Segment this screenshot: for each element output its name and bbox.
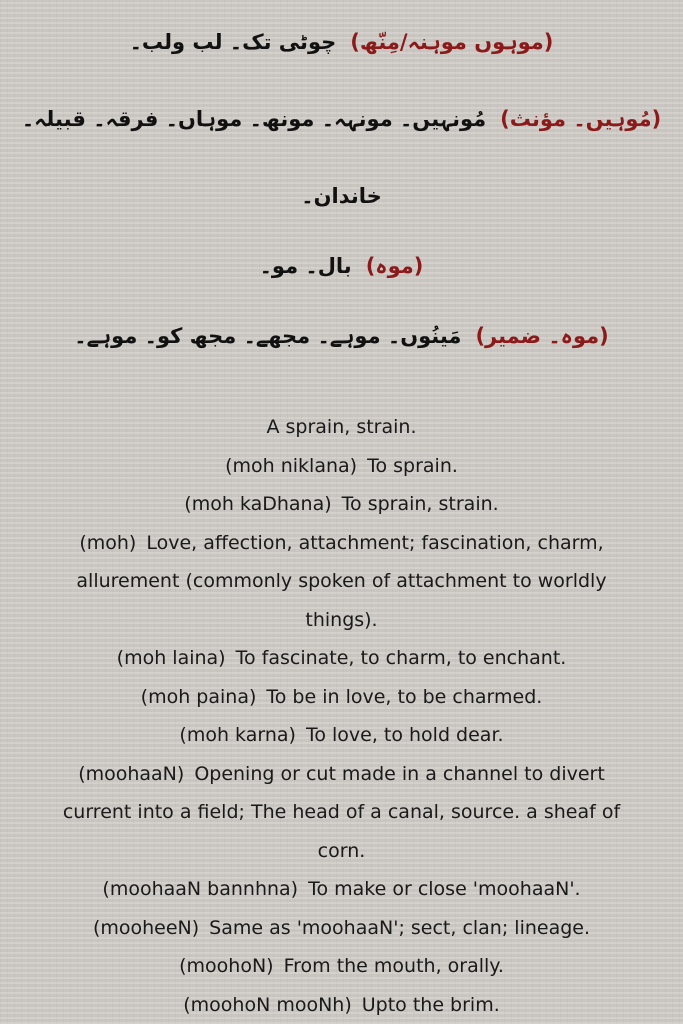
headword: (moohaaN) — [78, 762, 185, 785]
urdu-definition: بال۔ مو۔ — [259, 254, 352, 278]
headword: (moohaaN bannhna) — [102, 878, 299, 900]
definition-text: To fascinate, to charm, to enchant. — [235, 647, 567, 669]
urdu-definition: مُونہیں۔ مونہہ۔ مونھ۔ موہاں۔ فرقہ۔ قبیلہ۔ — [21, 107, 487, 131]
definition-line — [18, 793, 665, 832]
definition-text: A sprain, strain. — [266, 416, 417, 438]
headword: (moh) — [79, 531, 137, 554]
urdu-definition: خاندان۔ — [301, 184, 382, 208]
urdu-headword: (موہ) — [365, 254, 424, 278]
definition-text: From the mouth, orally. — [283, 955, 504, 977]
urdu-entries — [0, 14, 683, 364]
definition-text: Love, affection, attachment; fascination, charm, — [146, 531, 604, 554]
headword: (moh laina) — [116, 647, 226, 669]
definition-text: Upto the brim. — [361, 993, 500, 1016]
definition-line — [18, 909, 665, 948]
definition-line — [18, 562, 665, 601]
definition-line — [18, 601, 665, 640]
urdu-entry — [0, 308, 683, 364]
headword: (moh karna) — [179, 724, 296, 746]
urdu-headword: (مُوہیں۔ مؤنث) — [500, 107, 662, 131]
definition-line — [18, 755, 665, 794]
urdu-definition: مَینُوں۔ موہے۔ مجھے۔ مجھ کو۔ موہے۔ — [74, 324, 462, 348]
definition-text: Same as 'moohaaN'; sect, clan; lineage. — [209, 916, 591, 939]
definition-text: corn. — [317, 839, 366, 862]
definition-line — [18, 639, 665, 678]
headword: (moohoN) — [179, 955, 274, 977]
definition-text: To be in love, to be charmed. — [266, 685, 543, 708]
definition-line — [18, 447, 665, 486]
definition-line — [18, 832, 665, 871]
definition-line — [18, 485, 665, 524]
definition-text: To sprain. — [367, 454, 458, 477]
definition-text: allurement (commonly spoken of attachment to worldly — [76, 570, 607, 592]
definition-text: To love, to hold dear. — [305, 724, 504, 746]
urdu-entry-continued — [0, 168, 683, 224]
definition-text: To make or close 'moohaaN'. — [308, 878, 581, 900]
english-definitions — [18, 408, 665, 1024]
definition-line — [18, 524, 665, 563]
definition-line — [18, 947, 665, 986]
urdu-headword: (موہوں موہنہ/مِنّھ) — [350, 30, 554, 54]
definition-line — [18, 716, 665, 755]
urdu-definition: چوٹی تک۔ لب ولب۔ — [129, 30, 337, 54]
definition-line — [18, 986, 665, 1024]
headword: (moh kaDhana) — [184, 493, 332, 515]
headword: (moohoN mooNh) — [183, 993, 352, 1016]
headword: (moh niklana) — [225, 454, 358, 477]
definition-text: Opening or cut made in a channel to divert — [194, 762, 605, 785]
definition-line — [18, 678, 665, 717]
definition-text: current into a field; The head of a canal, source. a sheaf of — [62, 801, 621, 823]
definition-text: things). — [305, 608, 378, 631]
urdu-entry — [0, 238, 683, 294]
headword: (mooheeN) — [92, 916, 200, 939]
definition-text: To sprain, strain. — [341, 493, 499, 515]
definition-line — [18, 870, 665, 909]
urdu-entry — [0, 91, 683, 147]
headword: (moh paina) — [140, 685, 257, 708]
urdu-headword: (موہ۔ ضمیر) — [475, 324, 609, 348]
urdu-entry — [0, 14, 683, 70]
definition-line — [18, 408, 665, 447]
